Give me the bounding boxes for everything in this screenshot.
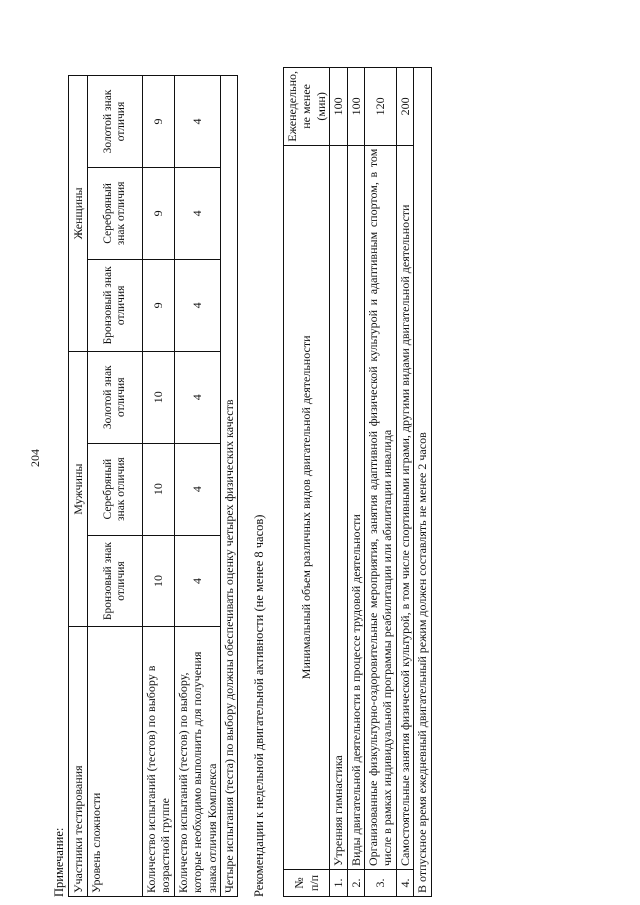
row-minutes: 100 [347, 68, 364, 146]
row-label: Количество испытаний (тестов) по выбору в возрастной группе [143, 627, 175, 897]
row-description: Виды двигательной деятельности в процессе трудовой деятельности [347, 145, 364, 869]
women-label: Женщины [69, 76, 88, 352]
table1-badge-row [88, 76, 143, 897]
value-cell: 4 [174, 167, 220, 259]
value-cell: 4 [174, 76, 220, 168]
weekly-activity-table [283, 67, 432, 897]
page-number: 204 [28, 449, 42, 467]
row-description: Организованные физкультурно-оздоровительные мероприятия, занятия адаптивной физической культурой и адаптивным спортом, в том числе в рамках индивидуальной программы реабилитации или абилитации инвалида [364, 145, 396, 869]
participants-label: Участники тестирования [69, 627, 88, 897]
recommendations-title: Рекомендации к недельной двигательной активности (не менее 8 часов) [252, 514, 266, 897]
women-silver-badge: Серебряный знак отличия [88, 167, 143, 259]
row-number: 4. [396, 870, 413, 897]
table2-row [396, 68, 413, 897]
value-cell: 9 [143, 167, 175, 259]
row-number: 1. [330, 870, 347, 897]
row-label: Количество испытаний (тестов) по выбору, которые необходимо выполнить для получения знака отличия Комплекса [174, 627, 220, 897]
table1-row-required-tests [174, 76, 220, 897]
badge-requirements-table [68, 75, 238, 897]
men-label: Мужчины [69, 351, 88, 627]
row-number: 2. [347, 870, 364, 897]
women-bronze-badge: Бронзовый знак отличия [88, 259, 143, 351]
col-weekly-header: Еженедельно, не менее (мин) [284, 68, 330, 146]
value-cell: 4 [174, 443, 220, 535]
value-cell: 4 [174, 259, 220, 351]
row-minutes: 200 [396, 68, 413, 146]
row-number: 3. [364, 870, 396, 897]
value-cell: 9 [143, 76, 175, 168]
value-cell: 10 [143, 535, 175, 627]
col-num-header: № п/п [284, 870, 330, 897]
row-description: Самостоятельные занятия физической культурой, в том числе спортивными играми, другими видами двигательной деятельности [396, 145, 413, 869]
men-bronze-badge: Бронзовый знак отличия [88, 535, 143, 627]
table2-row [364, 68, 396, 897]
value-cell: 4 [174, 535, 220, 627]
value-cell: 4 [174, 351, 220, 443]
table1-row-tests-count [143, 76, 175, 897]
table2-row [347, 68, 364, 897]
table1-footer-row [220, 76, 237, 897]
row-minutes: 100 [330, 68, 347, 146]
row-minutes: 120 [364, 68, 396, 146]
value-cell: 9 [143, 259, 175, 351]
note-label: Примечание: [52, 827, 66, 897]
women-gold-badge: Золотой знак отличия [88, 76, 143, 168]
table1-footer: Четыре испытания (теста) по выбору должны обеспечивать оценку четырех физических качеств [220, 76, 237, 897]
table2-footer: В отпускное время ежедневный двигательный режим должен составлять не менее 2 часов [414, 68, 431, 897]
table2-row [330, 68, 347, 897]
table1-header-row [69, 76, 88, 897]
table2-header-row [284, 68, 330, 897]
level-label: Уровень сложности [88, 627, 143, 897]
col-desc-header: Минимальный объем различных видов двигательной деятельности [284, 145, 330, 869]
men-silver-badge: Серебряный знак отличия [88, 443, 143, 535]
table2-footer-row [414, 68, 431, 897]
men-gold-badge: Золотой знак отличия [88, 351, 143, 443]
row-description: Утренняя гимнастика [330, 145, 347, 869]
value-cell: 10 [143, 351, 175, 443]
value-cell: 10 [143, 443, 175, 535]
